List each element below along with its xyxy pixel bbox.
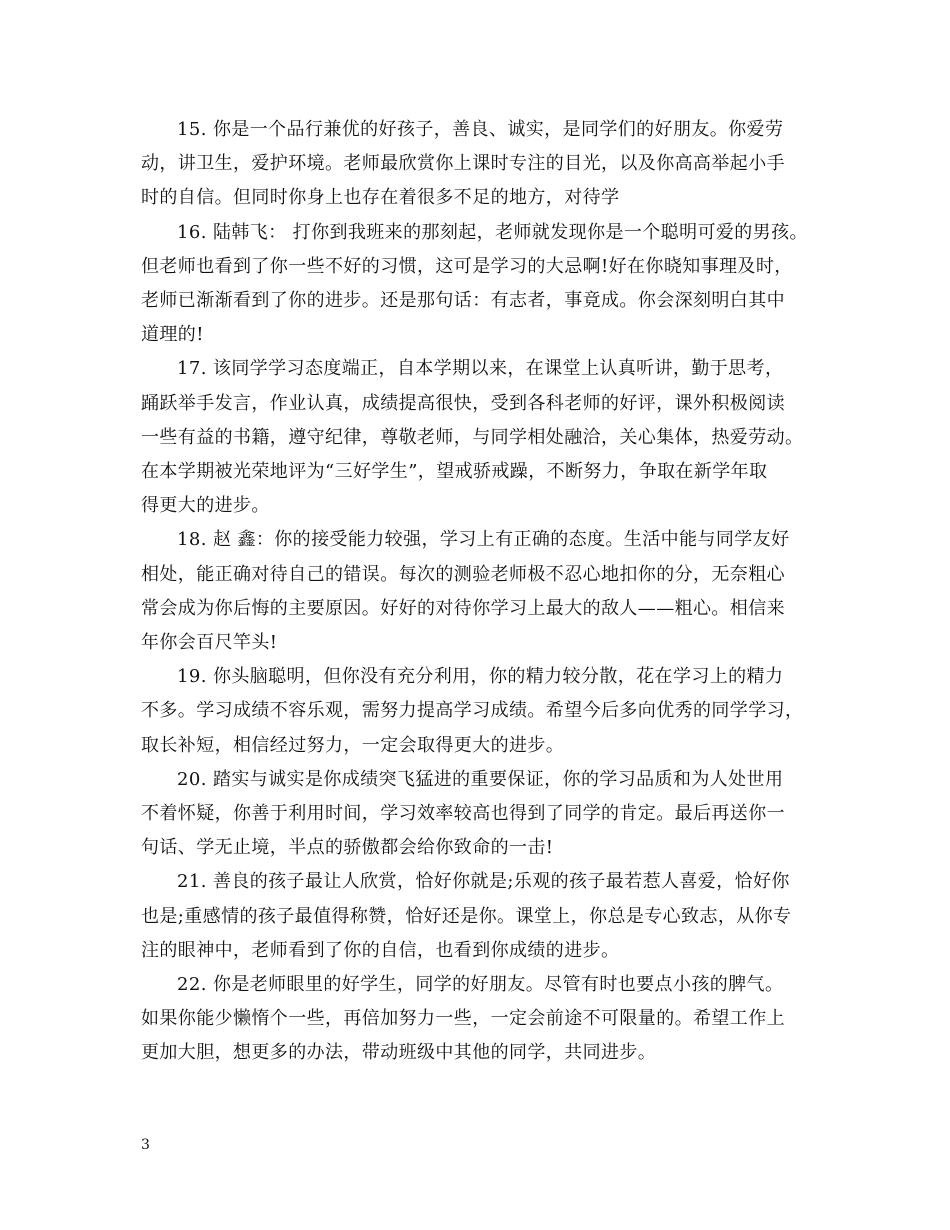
text-line: 时的自信。但同时你身上也存在着很多不足的地方，对待学 [141,187,620,209]
text-line: 16. 陆韩飞： 打你到我班来的那刻起，老师就发现你是一个聪明可爱的男孩。 [177,221,808,243]
text-line: 道理的! [141,324,204,346]
text-line: 一些有益的书籍，遵守纪律，尊敬老师，与同学相处融洽，关心集体，热爱劳动。 [141,426,804,448]
text-line: 老师已渐渐看到了你的进步。还是那句话：有志者，事竟成。你会深刻明白其中 [141,290,785,312]
text-line: 也是;重感情的孩子最值得称赞，恰好还是你。课堂上，你总是专心致志，从你专 [141,905,792,927]
text-line: 不多。学习成绩不容乐观，需努力提高学习成绩。希望今后多向优秀的同学学习， [141,700,804,722]
paragraph [141,113,821,216]
paragraph [141,968,821,1071]
text-line: 注的眼神中，老师看到了你的自信，也看到你成绩的进步。 [141,939,620,961]
paragraph [141,352,821,523]
text-line: 18. 赵 鑫：你的接受能力较强，学习上有正确的态度。生活中能与同学友好 [177,529,790,551]
paragraph [141,660,821,763]
text-line: 更加大胆，想更多的办法，带动班级中其他的同学，共同进步。 [141,1042,657,1064]
text-line: 得更大的进步。 [141,495,270,517]
text-line: 19. 你头脑聪明，但你没有充分利用，你的精力较分散，花在学习上的精力 [177,666,784,688]
text-line: 如果你能少懒惰个一些，再倍加努力一些，一定会前途不可限量的。希望工作上 [141,1008,785,1030]
text-line: 20. 踏实与诚实是你成绩突飞猛进的重要保证，你的学习品质和为人处世用 [177,768,784,790]
text-line: 22. 你是老师眼里的好学生，同学的好朋友。尽管有时也要点小孩的脾气。 [177,974,784,996]
paragraph [141,763,821,866]
text-line: 常会成为你后悔的主要原因。好好的对待你学习上最大的敌人——粗心。相信来 [141,597,785,619]
page-number: 3 [141,1137,150,1153]
paragraph [141,216,821,353]
text-line: 不着怀疑，你善于利用时间，学习效率较高也得到了同学的肯定。最后再送你一 [141,803,785,825]
document-body [141,113,821,1071]
text-line: 相处，能正确对待自己的错误。每次的测验老师极不忍心地扣你的分，无奈粗心 [141,563,785,585]
text-line: 取长补短，相信经过努力，一定会取得更大的进步。 [141,734,565,756]
text-line: 17. 该同学学习态度端正，自本学期以来，在课堂上认真听讲，勤于思考， [177,358,784,380]
paragraph [141,523,821,660]
text-line: 动，讲卫生，爱护环境。老师最欣赏你上课时专注的目光，以及你高高举起小手 [141,153,785,175]
text-line: 15. 你是一个品行兼优的好孩子，善良、诚实，是同学们的好朋友。你爱劳 [177,119,784,140]
text-line: 句话、学无止境，半点的骄傲都会给你致命的一击! [141,837,554,859]
text-line: 年你会百尺竿头! [141,632,278,654]
text-line: 踊跃举手发言，作业认真，成绩提高很快，受到各科老师的好评，课外积极阅读 [141,392,785,414]
paragraph [141,865,821,968]
text-line: 在本学期被光荣地评为“三好学生”，望戒骄戒躁，不断努力，争取在新学年取 [141,461,768,483]
text-line: 但老师也看到了你一些不好的习惯，这可是学习的大忌啊!好在你晓知事理及时， [141,255,793,277]
text-line: 21. 善良的孩子最让人欣赏，恰好你就是;乐观的孩子最若惹人喜爱，恰好你 [177,871,790,893]
